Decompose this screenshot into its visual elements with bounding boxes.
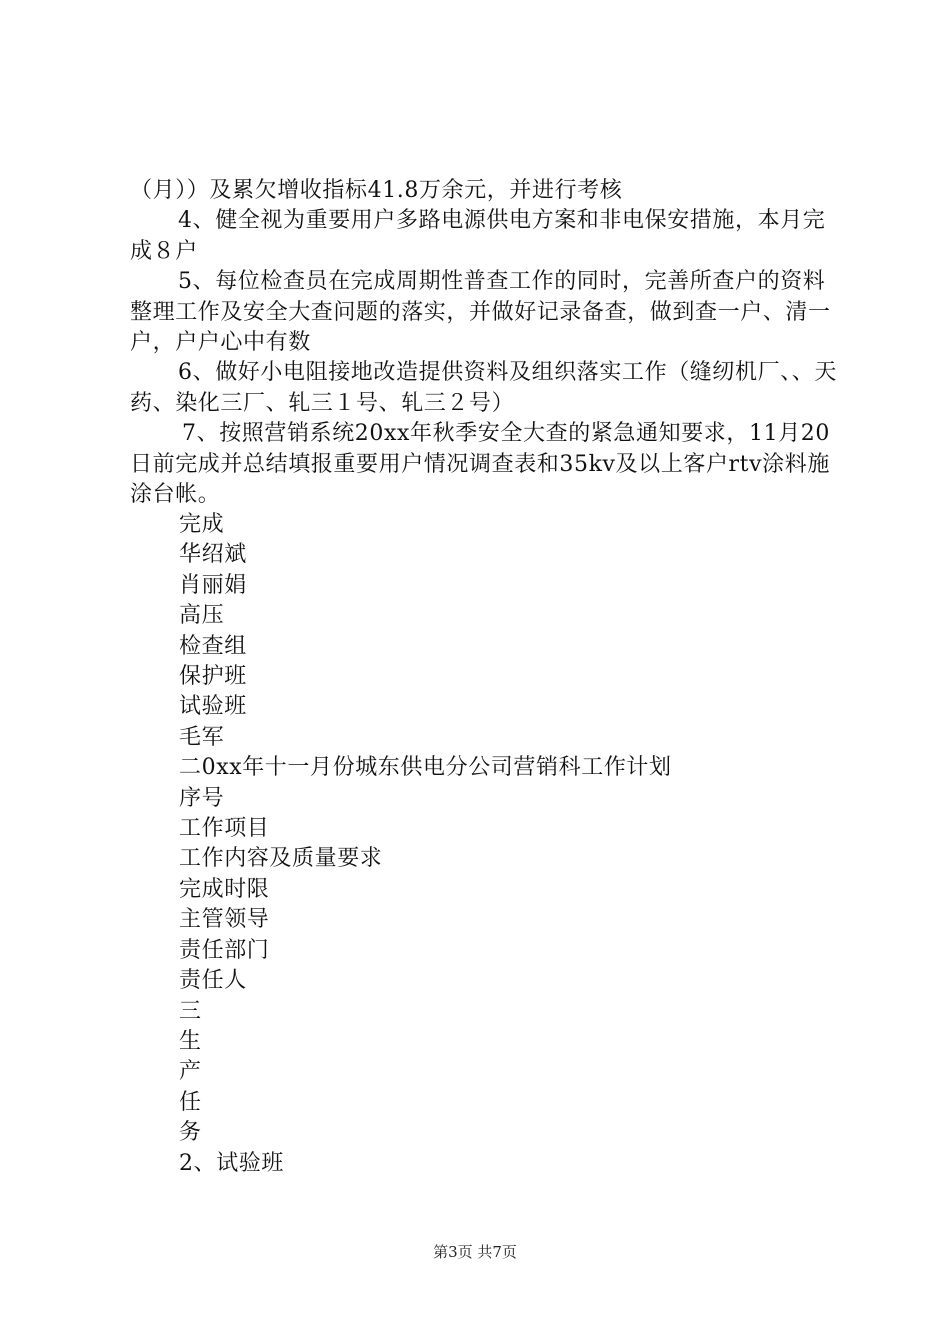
column-header: 完成时限 [179,876,270,902]
text-line: 检查组 [179,633,247,659]
column-header: 工作项目 [179,816,270,842]
paragraph-item-7: 7、按照营销系统20xx年秋季安全大查的紧急通知要求，11月20日前完成并总结填报重要用户情况调查表和35kv及以上客户rtv涂料施涂台帐。 [130,421,830,508]
text-line: 肖丽娟 [179,572,247,598]
column-header: 责任部门 [179,937,270,963]
text-line: 完成 [179,512,225,537]
text-line: 三 [179,998,202,1024]
text-line: 试验班 [179,694,247,720]
paragraph-continuation: （月））及累欠增收指标41.8万余元，并进行考核 [130,178,623,203]
paragraph-item-5: 5、每位检查员在完成周期性普查工作的同时，完善所查户的资料整理工作及安全大查问题的落实，并做好记录备查，做到查一户、清一户，户户心中有数 [130,269,831,356]
column-header: 责任人 [179,968,247,994]
text-line: 毛军 [179,724,225,750]
body-text [130,176,840,510]
page-footer: 第3页 共7页 [433,1243,517,1261]
table-fragment-lines [179,510,819,1179]
paragraph-item-4: 4、健全视为重要用户多路电源供电方案和非电保安措施，本月完成８户 [130,208,826,264]
text-line: 产 [179,1059,202,1085]
column-header: 主管领导 [179,907,270,933]
text-line: 务 [179,1120,202,1146]
text-line: 华绍斌 [179,542,247,568]
plan-title: 二0xx年十一月份城东供电分公司营销科工作计划 [179,755,672,781]
paragraph-item-6: 6、做好小电阻接地改造提供资料及组织落实工作（缝纫机厂、、天药、染化三厂、轧三１号、轧三２号） [130,360,837,416]
column-header: 工作内容及质量要求 [179,846,383,872]
text-line: 任 [179,1089,202,1115]
text-line: 保护班 [179,664,247,690]
column-header: 序号 [179,785,225,811]
text-line: 高压 [179,603,225,629]
text-line: 生 [179,1028,202,1054]
text-line: 2、试验班 [179,1150,284,1176]
